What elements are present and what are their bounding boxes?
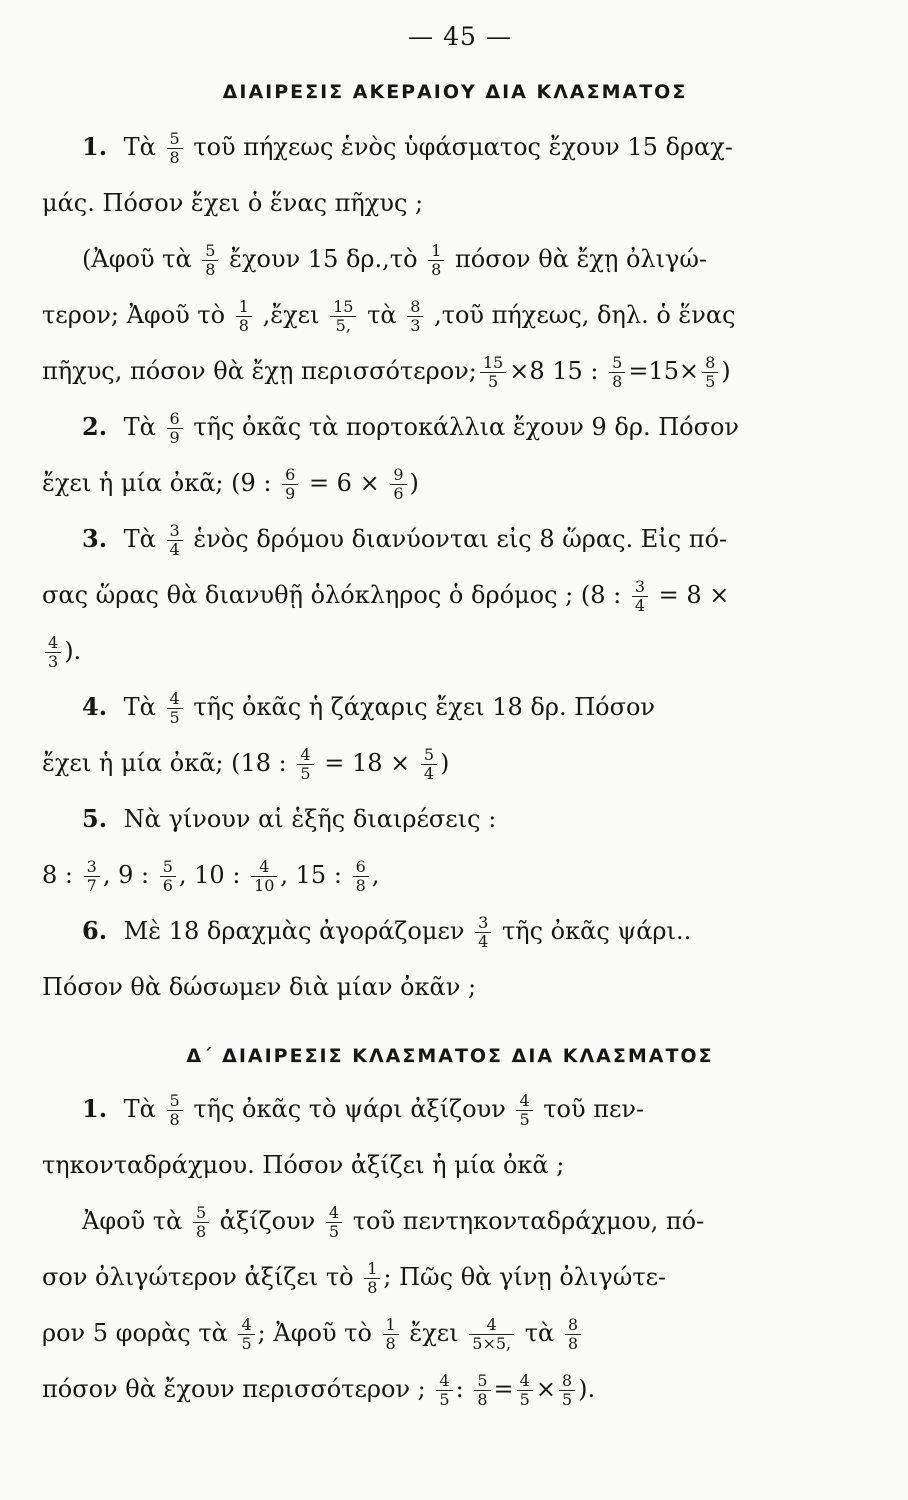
text: τῆς ὀκᾶς ἡ ζάχαρις ἔχει 18 δρ. Πόσον: [193, 693, 656, 721]
text: τοῦ πεν-: [543, 1095, 645, 1123]
fraction: $\frac{4}{5}$: [297, 746, 313, 783]
fraction: $\frac{9}{6}$: [390, 466, 406, 503]
fraction: $\frac{6}{9}$: [282, 466, 298, 503]
text: =: [493, 1375, 514, 1403]
text: τῆς ὀκᾶς ψάρι..: [501, 917, 692, 945]
text: =15×: [628, 357, 700, 385]
section-heading-integer-by-fraction: ΔΙΑΙΡΕΣΙΣ ΑΚΕΡΑΙΟΥ ΔΙΑ ΚΛΑΣΜΑΤΟΣ: [222, 81, 688, 103]
problem-1: [42, 119, 838, 399]
text: Τὰ: [123, 1095, 156, 1123]
fraction: $\frac{3}{4}$: [632, 578, 648, 615]
text: = 18 ×: [324, 749, 411, 777]
text: τοῦ πήχεως ἑνὸς ὑφάσματος ἔχουν 15 δραχ-: [193, 133, 733, 161]
fraction: $\frac{4}{5\times 5,}$: [469, 1316, 514, 1353]
text: , 15 :: [280, 861, 342, 889]
text: ἔχει: [409, 1319, 459, 1347]
text: ,τοῦ πήχεως, δηλ. ὁ ἕνας: [434, 301, 736, 329]
fraction: $\frac{5}{6}$: [160, 858, 176, 895]
fraction: $\frac{15}{5}$: [480, 354, 506, 391]
fraction: $\frac{1}{8}$: [428, 242, 444, 279]
text: ,: [371, 861, 380, 889]
text: = 6 ×: [308, 469, 380, 497]
fraction: $\frac{1}{8}$: [383, 1316, 399, 1353]
text: πόσον θὰ ἔχουν περισσότερον ;: [42, 1375, 426, 1403]
text: ἀξίζουν: [219, 1207, 316, 1235]
text: πῆχυς, πόσον θὰ ἔχῃ περισσότερον;: [42, 357, 477, 385]
text: ; Ἀφοῦ τὸ: [257, 1319, 372, 1347]
problem-4: [42, 679, 838, 791]
fraction: $\frac{8}{3}$: [407, 298, 423, 335]
fraction: $\frac{4}{5}$: [167, 690, 183, 727]
text: τὰ: [367, 301, 397, 329]
fraction: $\frac{8}{5}$: [559, 1372, 575, 1409]
text: Πόσον θὰ δώσωμεν διὰ μίαν ὀκᾶν ;: [42, 973, 477, 1001]
text: Τὰ: [123, 525, 156, 553]
text: = 8 ×: [658, 581, 730, 609]
text: σας ὥρας θὰ διανυθῇ ὁλόκληρος ὁ δρόμος ; (8 :: [42, 581, 622, 609]
text: Τὰ: [123, 413, 156, 441]
text: ἔχει ἡ μία ὀκᾶ; (18 :: [42, 749, 287, 777]
fraction: $\frac{4}{5}$: [517, 1372, 533, 1409]
problem-2-1: [42, 1081, 838, 1417]
text: ,ἔχει: [262, 301, 320, 329]
fraction: $\frac{5}{4}$: [421, 746, 437, 783]
text: ἔχουν 15 δρ.,τὸ: [229, 245, 418, 273]
fraction: $\frac{4}{5}$: [238, 1316, 254, 1353]
text: μάς. Πόσον ἔχει ὁ ἕνας πῆχυς ;: [42, 189, 424, 217]
text: ρον 5 φορὰς τὰ: [42, 1319, 228, 1347]
text: ): [409, 469, 419, 497]
text: σον ὀλιγώτερον ἀξίζει τὸ: [42, 1263, 354, 1291]
fraction: $\frac{4}{5}$: [326, 1204, 342, 1241]
problem-2: [42, 399, 838, 511]
text: Νὰ γίνουν αἱ ἑξῆς διαιρέσεις :: [123, 805, 497, 833]
text: τηκονταδράχμου. Πόσον ἀξίζει ἡ μία ὀκᾶ ;: [42, 1151, 565, 1179]
page-number: — 45 —: [408, 22, 512, 51]
problem-number: 6.: [82, 916, 108, 945]
text: ): [721, 357, 731, 385]
fraction: $\frac{15}{5,}$: [330, 298, 356, 335]
fraction: $\frac{4}{10}$: [251, 858, 277, 895]
fraction: $\frac{5}{8}$: [167, 130, 183, 167]
text: Ἀφοῦ τὰ: [82, 1207, 183, 1235]
text: ).: [64, 637, 82, 665]
fraction: $\frac{6}{8}$: [353, 858, 369, 895]
fraction: $\frac{1}{8}$: [364, 1260, 380, 1297]
text: ×8 15 :: [509, 357, 599, 385]
fraction: $\frac{1}{8}$: [236, 298, 252, 335]
problem-number: 1.: [82, 132, 108, 161]
text: τῆς ὀκᾶς τὰ πορτοκάλλια ἔχουν 9 δρ. Πόσον: [193, 413, 740, 441]
text: 8 :: [42, 861, 73, 889]
problem-number: 1.: [82, 1094, 108, 1123]
text: ; Πῶς θὰ γίνῃ ὀλιγώτε-: [383, 1263, 667, 1291]
fraction: $\frac{5}{8}$: [167, 1092, 183, 1129]
text: , 9 :: [102, 861, 150, 889]
text: ): [440, 749, 450, 777]
fraction: $\frac{3}{7}$: [84, 858, 100, 895]
fraction: $\frac{5}{8}$: [609, 354, 625, 391]
text: Τὰ: [123, 133, 156, 161]
section-heading-fraction-by-fraction: Δ΄ ΔΙΑΙΡΕΣΙΣ ΚΛΑΣΜΑΤΟΣ ΔΙΑ ΚΛΑΣΜΑΤΟΣ: [186, 1045, 714, 1067]
text: :: [455, 1375, 464, 1403]
fraction: $\frac{3}{4}$: [167, 522, 183, 559]
fraction: $\frac{4}{3}$: [45, 634, 61, 671]
fraction: $\frac{8}{8}$: [565, 1316, 581, 1353]
fraction: $\frac{8}{5}$: [702, 354, 718, 391]
problem-number: 2.: [82, 412, 108, 441]
problem-6: [42, 903, 838, 1015]
text: πόσον θὰ ἔχῃ ὀλιγώ-: [454, 245, 708, 273]
text: ἔχει ἡ μία ὀκᾶ; (9 :: [42, 469, 272, 497]
text: ×: [535, 1375, 556, 1403]
text: Μὲ 18 δραχμὰς ἀγοράζομεν: [123, 917, 465, 945]
text: τῆς ὀκᾶς τὸ ψάρι ἀξίζουν: [193, 1095, 506, 1123]
problem-3: [42, 511, 838, 679]
fraction: $\frac{6}{9}$: [167, 410, 183, 447]
problem-number: 5.: [82, 804, 108, 833]
fraction: $\frac{5}{8}$: [193, 1204, 209, 1241]
fraction: $\frac{4}{5}$: [516, 1092, 532, 1129]
fraction: $\frac{4}{5}$: [436, 1372, 452, 1409]
fraction: $\frac{3}{4}$: [475, 914, 491, 951]
text: ἑνὸς δρόμου διανύονται εἰς 8 ὥρας. Εἰς πό-: [193, 525, 728, 553]
problem-number: 4.: [82, 692, 108, 721]
text: τοῦ πεντηκονταδράχμου, πό-: [352, 1207, 705, 1235]
text: , 10 :: [178, 861, 241, 889]
fraction: $\frac{5}{8}$: [202, 242, 218, 279]
text: Τὰ: [123, 693, 156, 721]
text: τὰ: [524, 1319, 555, 1347]
fraction: $\frac{5}{8}$: [474, 1372, 490, 1409]
text: ).: [578, 1375, 596, 1403]
problem-number: 3.: [82, 524, 108, 553]
problem-5: [42, 791, 838, 903]
text: τερον; Ἀφοῦ τὸ: [42, 301, 226, 329]
text: (Ἀφοῦ τὰ: [82, 245, 192, 273]
